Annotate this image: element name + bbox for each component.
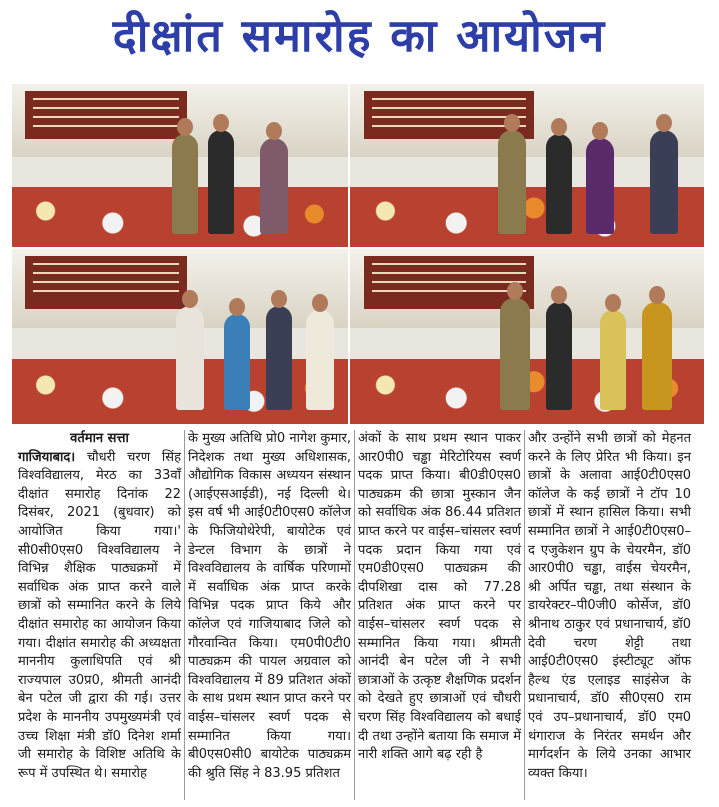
photo-collage [12, 84, 704, 424]
column-divider [524, 430, 525, 800]
photo-bottom-right [350, 249, 704, 424]
article-column-1-text: चौधरी चरण सिंह विश्वविद्यालय, मेरठ का 33वाँ दीक्षांत समारोह दिनांक 22 दिसंबर, 2021 (बुधवार) को आयोजित किया गया।' सी0सी0एस0 विश्वविद्यालय ने विभिन्न शैक्षिक पाठ्यक्रमों में सर्वाधिक अंक प्राप्त करने वाले छात्रों को सम्मानित करने के लिये दीक्षांत समारोह का आयोजन किया गया। दीक्षांत समारोह की अध्यक्षता माननीय कुलाधिपति एवं श्री राज्यपाल उ0प्र0, श्रीमती आनंदी बेन पटेल जी द्वारा की गई। उत्तर प्रदेश के माननीय उपमुख्यमंत्री एवं उच्च शिक्षा मंत्री डॉ0 दिनेश शर्मा जी समारोह के विशिष्ट अतिथि के रूप में उपस्थित थे। समारोह [18, 449, 181, 781]
column-divider [184, 430, 185, 800]
photo-top-left [12, 84, 348, 247]
article-column-4: और उन्होंने सभी छात्रों को मेहनत करने के लिए प्रेरित भी किया। इन छात्रों के अलावा आई0टी0एस0 कॉलेज के कई छात्रों ने टॉप 10 छात्रों में स्थान हासिल किया। सभी सम्मानित छात्रों ने आई0टी0एस0–द एजुकेशन ग्रुप के चेयरमैन, डॉ0 आर0पी0 चड्ढा, वाईस चेयरमैन, श्री अर्पित चड्ढा, तथा संस्थान के डायरेक्टर–पी0जी0 कोर्सेज, डॉ0 श्रीनाथ ठाकुर एवं प्रधानाचार्य, डॉ0 देवी चरण शेट्टी तथा आई0टी0एस0 इंस्टीट्यूट ऑफ हैल्थ एंड एलाइड साइंसेज के प्रधानाचार्य, डॉ0 सी0एस0 राम एवं उप–प्रधानाचार्य, डॉ0 एम0 थंगाराज के निरंतर समर्थन और मार्गदर्शन के लिये उनका आभार व्यक्त किया। [528, 431, 691, 781]
photo-bottom-left [12, 249, 348, 424]
dateline-place: गाजियाबाद। [18, 449, 76, 465]
photo-top-right [350, 84, 704, 247]
article-column-1 [18, 430, 181, 783]
article-column-2: के मुख्य अतिथि प्रो0 नागेश कुमार, निदेशक तथा मुख्य अधिशासक, औद्योगिक विकास अध्ययन संस्थान (आईएसआईडी), नई दिल्ली थे। इस वर्ष भी आई0टी0एस0 कॉलेज के फिजियोथेरेपी, बायोटेक एवं डेन्टल विभाग के छात्रों ने विश्वविद्यालय के वार्षिक परिणामों में सर्वाधिक अंक प्राप्त करके विभिन्न पदक प्राप्त किये और कॉलेज एवं गाजियाबाद जिले को गौरवान्वित किया। एम0पी0टी0 पाठ्यक्रम की पायल अग्रवाल को विश्वविद्यालय में 89 प्रतिशत अंकों के साथ प्रथम स्थान प्राप्त करने पर वाईस–चांसलर स्वर्ण पदक से सम्मानित किया गया। बी0एस0सी0 बायोटेक पाठ्यक्रम की श्रुति सिंह ने 83.95 प्रतिशत [188, 431, 351, 781]
headline: दीक्षांत समारोह का आयोजन [112, 9, 607, 62]
article-column-3: अंकों के साथ प्रथम स्थान पाकर आर0पी0 चड्ढा मेरिटोरियस स्वर्ण पदक प्राप्त किया। बी0डी0एस0 पाठ्यक्रम की छात्रा मुस्कान जैन को सर्वाधिक अंक 86.44 प्रतिशत प्राप्त करने पर वाईस–चांसलर स्वर्ण पदक प्रदान किया गया एवं एम0डी0एस0 पाठ्यक्रम की दीपशिखा दास को 77.28 प्रतिशत अंक प्राप्त करने पर वाईस–चांसलर स्वर्ण पदक से सम्मानित किया गया। श्रीमती आनंदी बेन पटेल जी ने सभी छात्राओं के उत्कृष्ट शैक्षणिक प्रदर्शन को देखते हुए छात्राओं एवं चौधरी चरण सिंह विश्वविद्यालय को बधाई दी तथा उन्होंने बताया कि समाज में नारी शक्ति आगे बढ़ रही है [358, 431, 521, 763]
column-divider [354, 430, 355, 800]
byline: वर्तमान सत्ता [70, 431, 129, 446]
article-body [18, 430, 708, 800]
